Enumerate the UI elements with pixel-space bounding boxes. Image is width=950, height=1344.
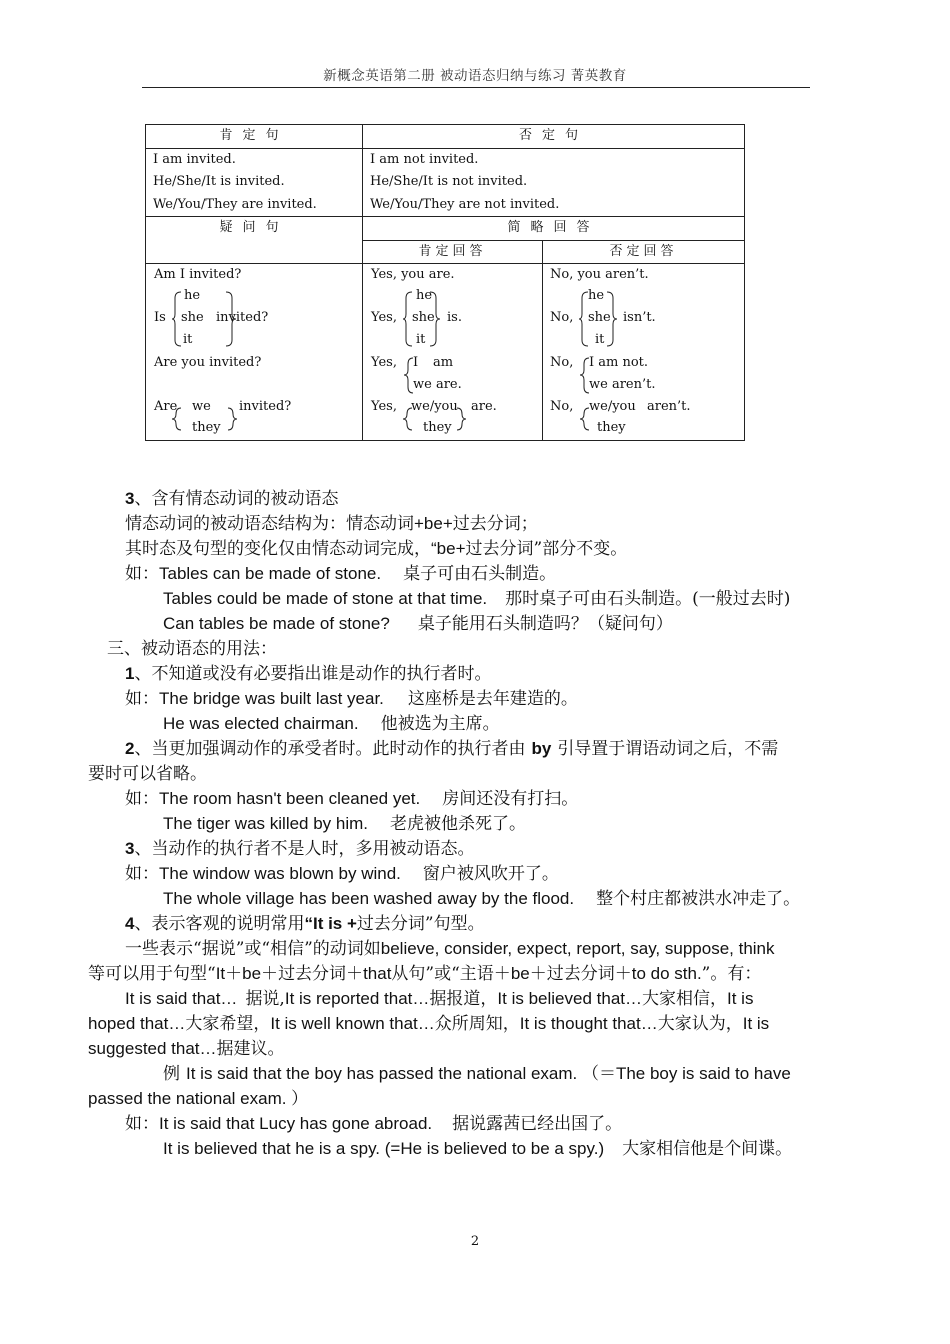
brace-icon [172, 406, 240, 434]
passive-voice-table [145, 124, 745, 441]
pronoun-we: we [192, 399, 211, 414]
pronoun-they: they [597, 420, 626, 435]
pronoun-it: it [416, 332, 426, 347]
header-negative: 否定句 [363, 125, 745, 149]
yes-cell [363, 264, 543, 441]
pronoun-she: she [412, 310, 435, 325]
negative-cell [363, 148, 745, 217]
no-isnt: isn’t. [623, 310, 656, 325]
brace-icon [579, 290, 623, 348]
paragraph-line: 其时态及句型的变化仅由情态动词完成，“be+过去分词”部分不变。 [125, 539, 628, 559]
pronoun-she: she [588, 310, 611, 325]
header-affirmative: 肯定句 [146, 125, 363, 149]
yes-answer: Yes, you are. [371, 267, 455, 282]
negative-row: I am not invited. [370, 151, 479, 167]
yes-are: are. [471, 399, 497, 414]
affirmative-row: I am invited. [153, 151, 236, 167]
no-word: No, [550, 355, 574, 370]
pronoun-she: she [181, 310, 204, 325]
pronoun-he: he [184, 288, 201, 303]
example-line: Tables could be made of stone at that time. 那时桌子可由石头制造。(一般过去时) [163, 589, 791, 609]
question-invited: invited? [239, 399, 292, 414]
yes-word: Yes, [371, 355, 397, 370]
example-line: Can tables be made of stone? 桌子能用石头制造吗？（疑问句） [163, 614, 673, 634]
example-line: It is believed that he is a spy. (=He is believed to be a spy.) 大家相信他是个间谍。 [163, 1139, 793, 1159]
negative-row: We/You/They are not invited. [370, 196, 560, 212]
header-short-affirmative: 肯定回答 [363, 240, 543, 264]
usage-point: 4、表示客观的说明常用“It is +过去分词”句型。 [125, 914, 485, 934]
no-cell [543, 264, 745, 441]
paragraph-line: hoped that…大家希望，It is well known that…众所周知，It is thought that…大家认为，It is [88, 1014, 770, 1034]
pronoun-we-you: we/you [589, 399, 636, 414]
usage-point: 3、当动作的执行者不是人时，多用被动语态。 [125, 839, 475, 859]
pronoun-he: he [588, 288, 605, 303]
usage-point: 2、当更加强调动作的承受者时。此时动作的执行者由 by 引导置于谓语动词之后，不需 [125, 739, 779, 759]
no-word: No, [550, 310, 574, 325]
affirmative-row: He/She/It is invited. [153, 174, 285, 189]
question-is: Is [154, 310, 166, 325]
yes-is: is. [447, 310, 462, 325]
brace-icon [403, 356, 415, 396]
header-short-negative: 否定回答 [543, 240, 745, 264]
example-line: 如：The room hasn't been cleaned yet. 房间还没有打扫。 [125, 789, 579, 809]
yes-word: Yes, [371, 310, 397, 325]
question-are-you: Are you invited? [154, 355, 262, 370]
example-line: 例 It is said that the boy has passed the national exam. （＝The boy is said to have [163, 1064, 791, 1084]
no-word: No, [550, 399, 574, 414]
pronoun-they: they [423, 420, 452, 435]
yes-am: am [433, 355, 454, 370]
example-line: passed the national exam. ） [88, 1089, 309, 1108]
section-title: 3、含有情态动词的被动语态 [125, 489, 339, 509]
pronoun-he: he [416, 288, 433, 303]
page-header: 新概念英语第二册 被动语态归纳与练习 菁英教育 [323, 68, 627, 84]
header-question: 疑问句 [146, 217, 363, 264]
brace-icon [579, 356, 591, 396]
yes-word: Yes, [371, 399, 397, 414]
example-line: The tiger was killed by him. 老虎被他杀死了。 [163, 814, 527, 834]
brace-icon [579, 406, 591, 434]
affirmative-row: We/You/They are invited. [153, 196, 317, 212]
paragraph-line: suggested that…据建议。 [88, 1039, 285, 1059]
pronoun-we-you: we/you [411, 399, 458, 414]
negative-row: He/She/It is not invited. [370, 174, 528, 189]
affirmative-cell [146, 148, 363, 217]
brace-icon [403, 406, 469, 434]
header-rule [142, 87, 810, 88]
pronoun-i: I [413, 355, 419, 370]
example-line: 如：The window was blown by wind. 窗户被风吹开了。 [125, 864, 559, 884]
example-line: He was elected chairman. 他被选为主席。 [163, 714, 500, 734]
no-arent: aren’t. [647, 399, 691, 414]
question-cell [146, 264, 363, 441]
example-line: 如：The bridge was built last year. 这座桥是去年建造的。 [125, 689, 578, 709]
paragraph-line: 要时可以省略。 [88, 764, 207, 784]
paragraph-line: 一些表示“据说”或“相信”的动词如believe, consider, expect, report, say, suppose, think [125, 939, 775, 959]
paragraph-line: 情态动词的被动语态结构为：情态动词+be+过去分词； [125, 514, 538, 534]
example-line: 如：Tables can be made of stone. 桌子可由石头制造。 [125, 564, 557, 584]
paragraph-line: 等可以用于句型“It＋be＋过去分词＋that从句”或“主语＋be＋过去分词＋to do sth.”。有： [88, 964, 762, 984]
page-number: 2 [470, 1234, 480, 1249]
question-am-i: Am I invited? [154, 267, 242, 282]
no-we-arent: we aren’t. [589, 377, 656, 392]
brace-icon [403, 290, 443, 348]
paragraph-line: It is said that… 据说,It is reported that…据报道，It is believed that…大家相信，It is [125, 989, 754, 1009]
section-title: 三、被动语态的用法： [107, 639, 277, 659]
pronoun-it: it [595, 332, 605, 347]
question-are: Are [154, 399, 178, 414]
question-invited: invited? [216, 310, 269, 325]
pronoun-it: it [183, 332, 193, 347]
yes-we-are: we are. [413, 377, 462, 392]
pronoun-they: they [192, 420, 221, 435]
header-short-answer: 简略回答 [363, 217, 745, 241]
example-line: The whole village has been washed away by the flood. 整个村庄都被洪水冲走了。 [163, 889, 801, 909]
no-answer: No, you aren’t. [550, 267, 649, 282]
example-line: 如：It is said that Lucy has gone abroad. 据说露茜已经出国了。 [125, 1114, 623, 1134]
no-i-am-not: I am not. [589, 355, 649, 370]
usage-point: 1、不知道或没有必要指出谁是动作的执行者时。 [125, 664, 492, 684]
